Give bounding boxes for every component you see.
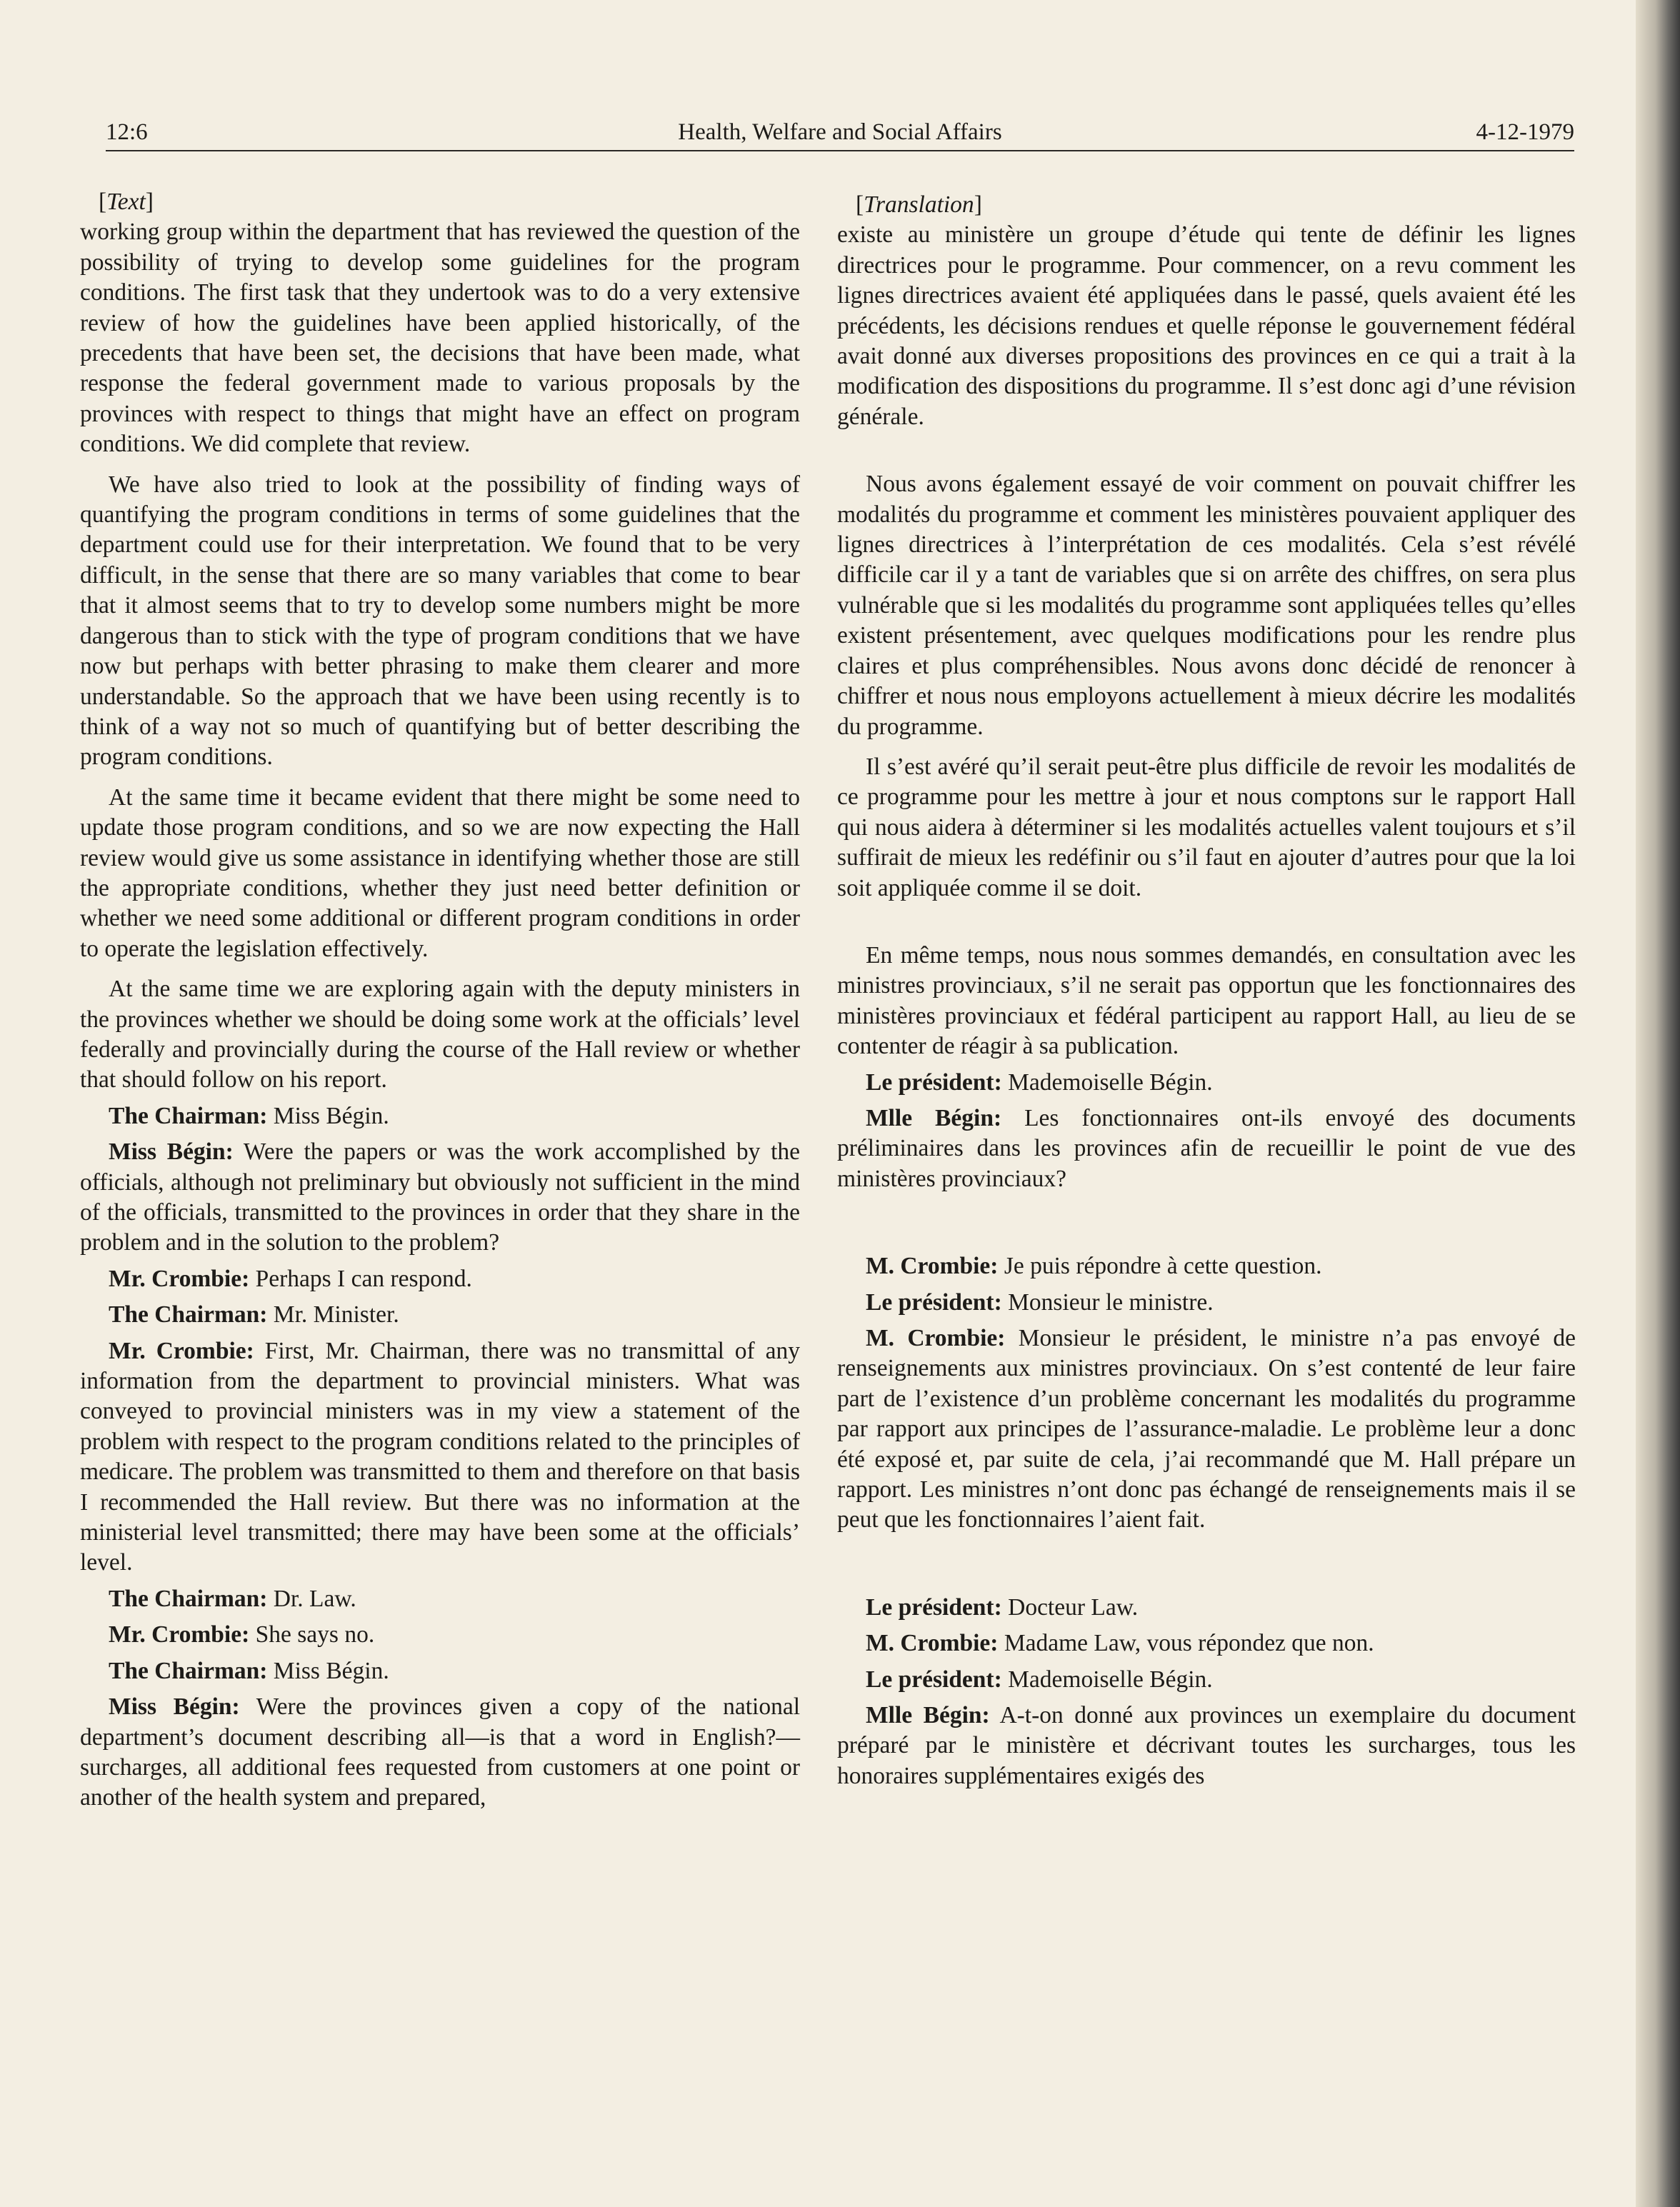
speech (837, 1068, 1576, 1098)
speech (80, 1300, 800, 1330)
paragraph: At the same time we are exploring again with the deputy ministers in the provinces whether we should be doing some work at the officials’ level federally and provincially during the course of the Hall review or whether that should follow on his report. (80, 976, 800, 1094)
speech (837, 1288, 1576, 1318)
speech-text: Miss Bégin. (273, 1102, 389, 1129)
page-date: 4-12-1979 (1476, 119, 1574, 145)
speech-text: Monsieur le ministre. (1008, 1288, 1214, 1316)
speech-text: Madame Law, vous répondez que non. (1004, 1630, 1374, 1657)
speech (837, 1323, 1576, 1536)
speaker: Miss Bégin: (109, 1693, 240, 1721)
speech (80, 1656, 800, 1686)
paragraph: At the same time it became evident that there might be some need to update those program conditions, and so we are now expecting the Hall review would give us some assistance in identifying whether those are still the appropriate conditions, whether they just need better definition or whether we need some additional or different program conditions in order to operate the legislation effectively. (80, 784, 800, 962)
speech-text: Dr. Law. (273, 1585, 356, 1612)
speech (80, 1620, 800, 1650)
speaker: Mlle Bégin: (866, 1104, 1002, 1131)
speech-text: Monsieur le président, le ministre n’a pas envoyé de renseignements aux ministres provinciaux. On s’est contenté de leur faire part de l’existence d’un problème concernant les modalités du programme par rapport aux principes de l’assurance-maladie. Le problème leur a donc été exposé et, par suite de cela, j’ai recommandé que M. Hall prépare un rapport. Les ministres n’ont donc pas échangé de renseignements mais il se peut que les fonctionnaires l’aient fait. (837, 1325, 1576, 1533)
speaker: Le président: (866, 1069, 1002, 1096)
speech-text: Miss Bégin. (273, 1657, 389, 1684)
speech (80, 1692, 800, 1813)
speaker: Le président: (866, 1288, 1002, 1316)
speech-text: Were the provinces given a copy of the national department’s document describing all—is that a word in English?—surcharges, all additional fees requested from customers at one point or another of the health system and prepared, (80, 1693, 800, 1811)
speech-text: Docteur Law. (1008, 1593, 1139, 1621)
speech-text: Were the papers or was the work accomplished by the officials, although not preliminary but obviously not sufficient in the mind of the officials, transmitted to the provinces in order that they share in the problem and in the solution to the problem? (80, 1138, 800, 1256)
page-number: 12:6 (106, 119, 148, 145)
paragraph: Nous avons également essayé de voir comment on pouvait chiffrer les modalités du programme et comment les ministères pouvaient appliquer des lignes directrices à l’interprétation de ces modalités. Cela s’est révélé difficile car il y a tant de variables que si on arrête des chiffres, on sera plus vulnérable que si les modalités du programme sont appliquées telles qu’elles existent présentement, avec quelques modifications pour les rendre plus claires et plus compréhensibles. Nous avons donc décidé de renoncer à chiffrer et nous nous employons actuellement à mieux décrire les modalités du programme. (837, 471, 1576, 740)
english-column (80, 187, 800, 1813)
speech (80, 1137, 800, 1258)
speaker: M. Crombie: (866, 1630, 999, 1657)
speech (80, 1584, 800, 1614)
speech (837, 1628, 1576, 1658)
speaker: Mlle Bégin: (866, 1702, 990, 1729)
speech (80, 1264, 800, 1294)
page-header (106, 107, 1574, 151)
speech-text: Je puis répondre à cette question. (1004, 1253, 1322, 1280)
speech (837, 1593, 1576, 1623)
speech-text: A-t-on donné aux provinces un exemplaire du document préparé par le ministère et décrivant toutes les surcharges, tous les honoraires supplémentaires exigés des (837, 1702, 1576, 1789)
paragraph: Il s’est avéré qu’il serait peut-être plus difficile de revoir les modalités de ce programme pour les mettre à jour et nous comptons sur le rapport Hall qui nous aidera à déterminer si les modalités actuelles valent toujours et s’il suffirait de mieux les redéfinir ou s’il faut en ajouter d’autres pour que la loi soit appliquée comme il se doit. (837, 753, 1576, 901)
speaker: M. Crombie: (866, 1253, 999, 1280)
speech-text: Les fonctionnaires ont-ils envoyé des documents préliminaires dans les provinces afin de recueillir le point de vue des ministères provinciaux? (837, 1104, 1576, 1192)
paragraph: existe au ministère un groupe d’étude qui tente de définir les lignes directrices pour le programme. Pour commencer, on a revu comment les lignes directrices avaient été appliquées dans le passé, quels avaient été les précédents, les décisions rendues et quelle réponse le gouvernement fédéral avait donné aux diverses propositions des provinces en ce qui a trait à la modification des dispositions du programme. Il s’est donc agi d’une révision générale. (837, 221, 1576, 430)
speaker: Mr. Crombie: (109, 1621, 250, 1648)
speech (80, 1101, 800, 1131)
speech-text: Mademoiselle Bégin. (1008, 1069, 1213, 1096)
speech-text: Mademoiselle Bégin. (1008, 1666, 1213, 1693)
speech (837, 1665, 1576, 1695)
paragraph: working group within the department that has reviewed the question of the possibility of trying to develop some guidelines for the program conditions. The first task that they undertook was to do a very extensive review of how the guidelines have been applied historically, of the precedents that have been set, the decisions that have been made, what response the federal government made to various proposals by the provinces with respect to things that might have an effect on program conditions. We did complete that review. (80, 219, 800, 458)
speaker: The Chairman: (109, 1657, 268, 1684)
speech-text: Perhaps I can respond. (255, 1265, 472, 1292)
speaker: M. Crombie: (866, 1325, 1006, 1351)
speaker: The Chairman: (109, 1585, 268, 1612)
speech (837, 1701, 1576, 1791)
speaker: Le président: (866, 1593, 1002, 1621)
speaker: Mr. Crombie: (109, 1265, 250, 1292)
speaker: The Chairman: (109, 1301, 268, 1328)
paragraph: We have also tried to look at the possibility of finding ways of quantifying the program conditions in terms of some guidelines that the department could use for their interpretation. We found that to be very difficult, in the sense that there are so many variables that come to bear that it almost seems that to try to develop some numbers might be more dangerous than to stick with the type of program conditions that we have now but perhaps with better phrasing to make them clearer and more understandable. So the approach that we have been using recently is to think of a way not so much of quantifying but of better describing the program conditions. (80, 471, 800, 771)
running-title: Health, Welfare and Social Affairs (678, 119, 1002, 145)
speech (837, 1104, 1576, 1194)
french-column (837, 190, 1576, 1791)
speech (837, 1251, 1576, 1281)
paragraph: En même temps, nous nous sommes demandés, en consultation avec les ministres provinciaux, s’il ne serait pas opportun que les fonctionnaires des ministères provinciaux et fédéral participent au rapport Hall, au lieu de se contenter de réagir à sa publication. (837, 941, 1576, 1060)
column-label-text: Translation (864, 191, 974, 218)
speaker: The Chairman: (109, 1102, 268, 1129)
speaker: Le président: (866, 1666, 1002, 1693)
page-edge-shadow (1636, 0, 1680, 2207)
speech-text: First, Mr. Chairman, there was no transmittal of any information from the department to provincial ministers. What was conveyed to provincial ministers was in my view a statement of the problem with respect to the program conditions related to the principles of medicare. The problem was transmitted to them and therefore on that basis I recommended the Hall review. But there was no information at the ministerial level transmitted; there may have been some at the officials’ level. (80, 1337, 801, 1576)
speech-text: She says no. (255, 1621, 375, 1648)
column-label-text: Text (106, 189, 146, 215)
column-label: [Text] (99, 189, 154, 215)
speaker: Mr. Crombie: (109, 1337, 254, 1364)
speech-text: Mr. Minister. (273, 1301, 399, 1328)
column-label: [Translation] (856, 191, 982, 218)
speech (80, 1336, 800, 1578)
speaker: Miss Bégin: (109, 1138, 234, 1166)
